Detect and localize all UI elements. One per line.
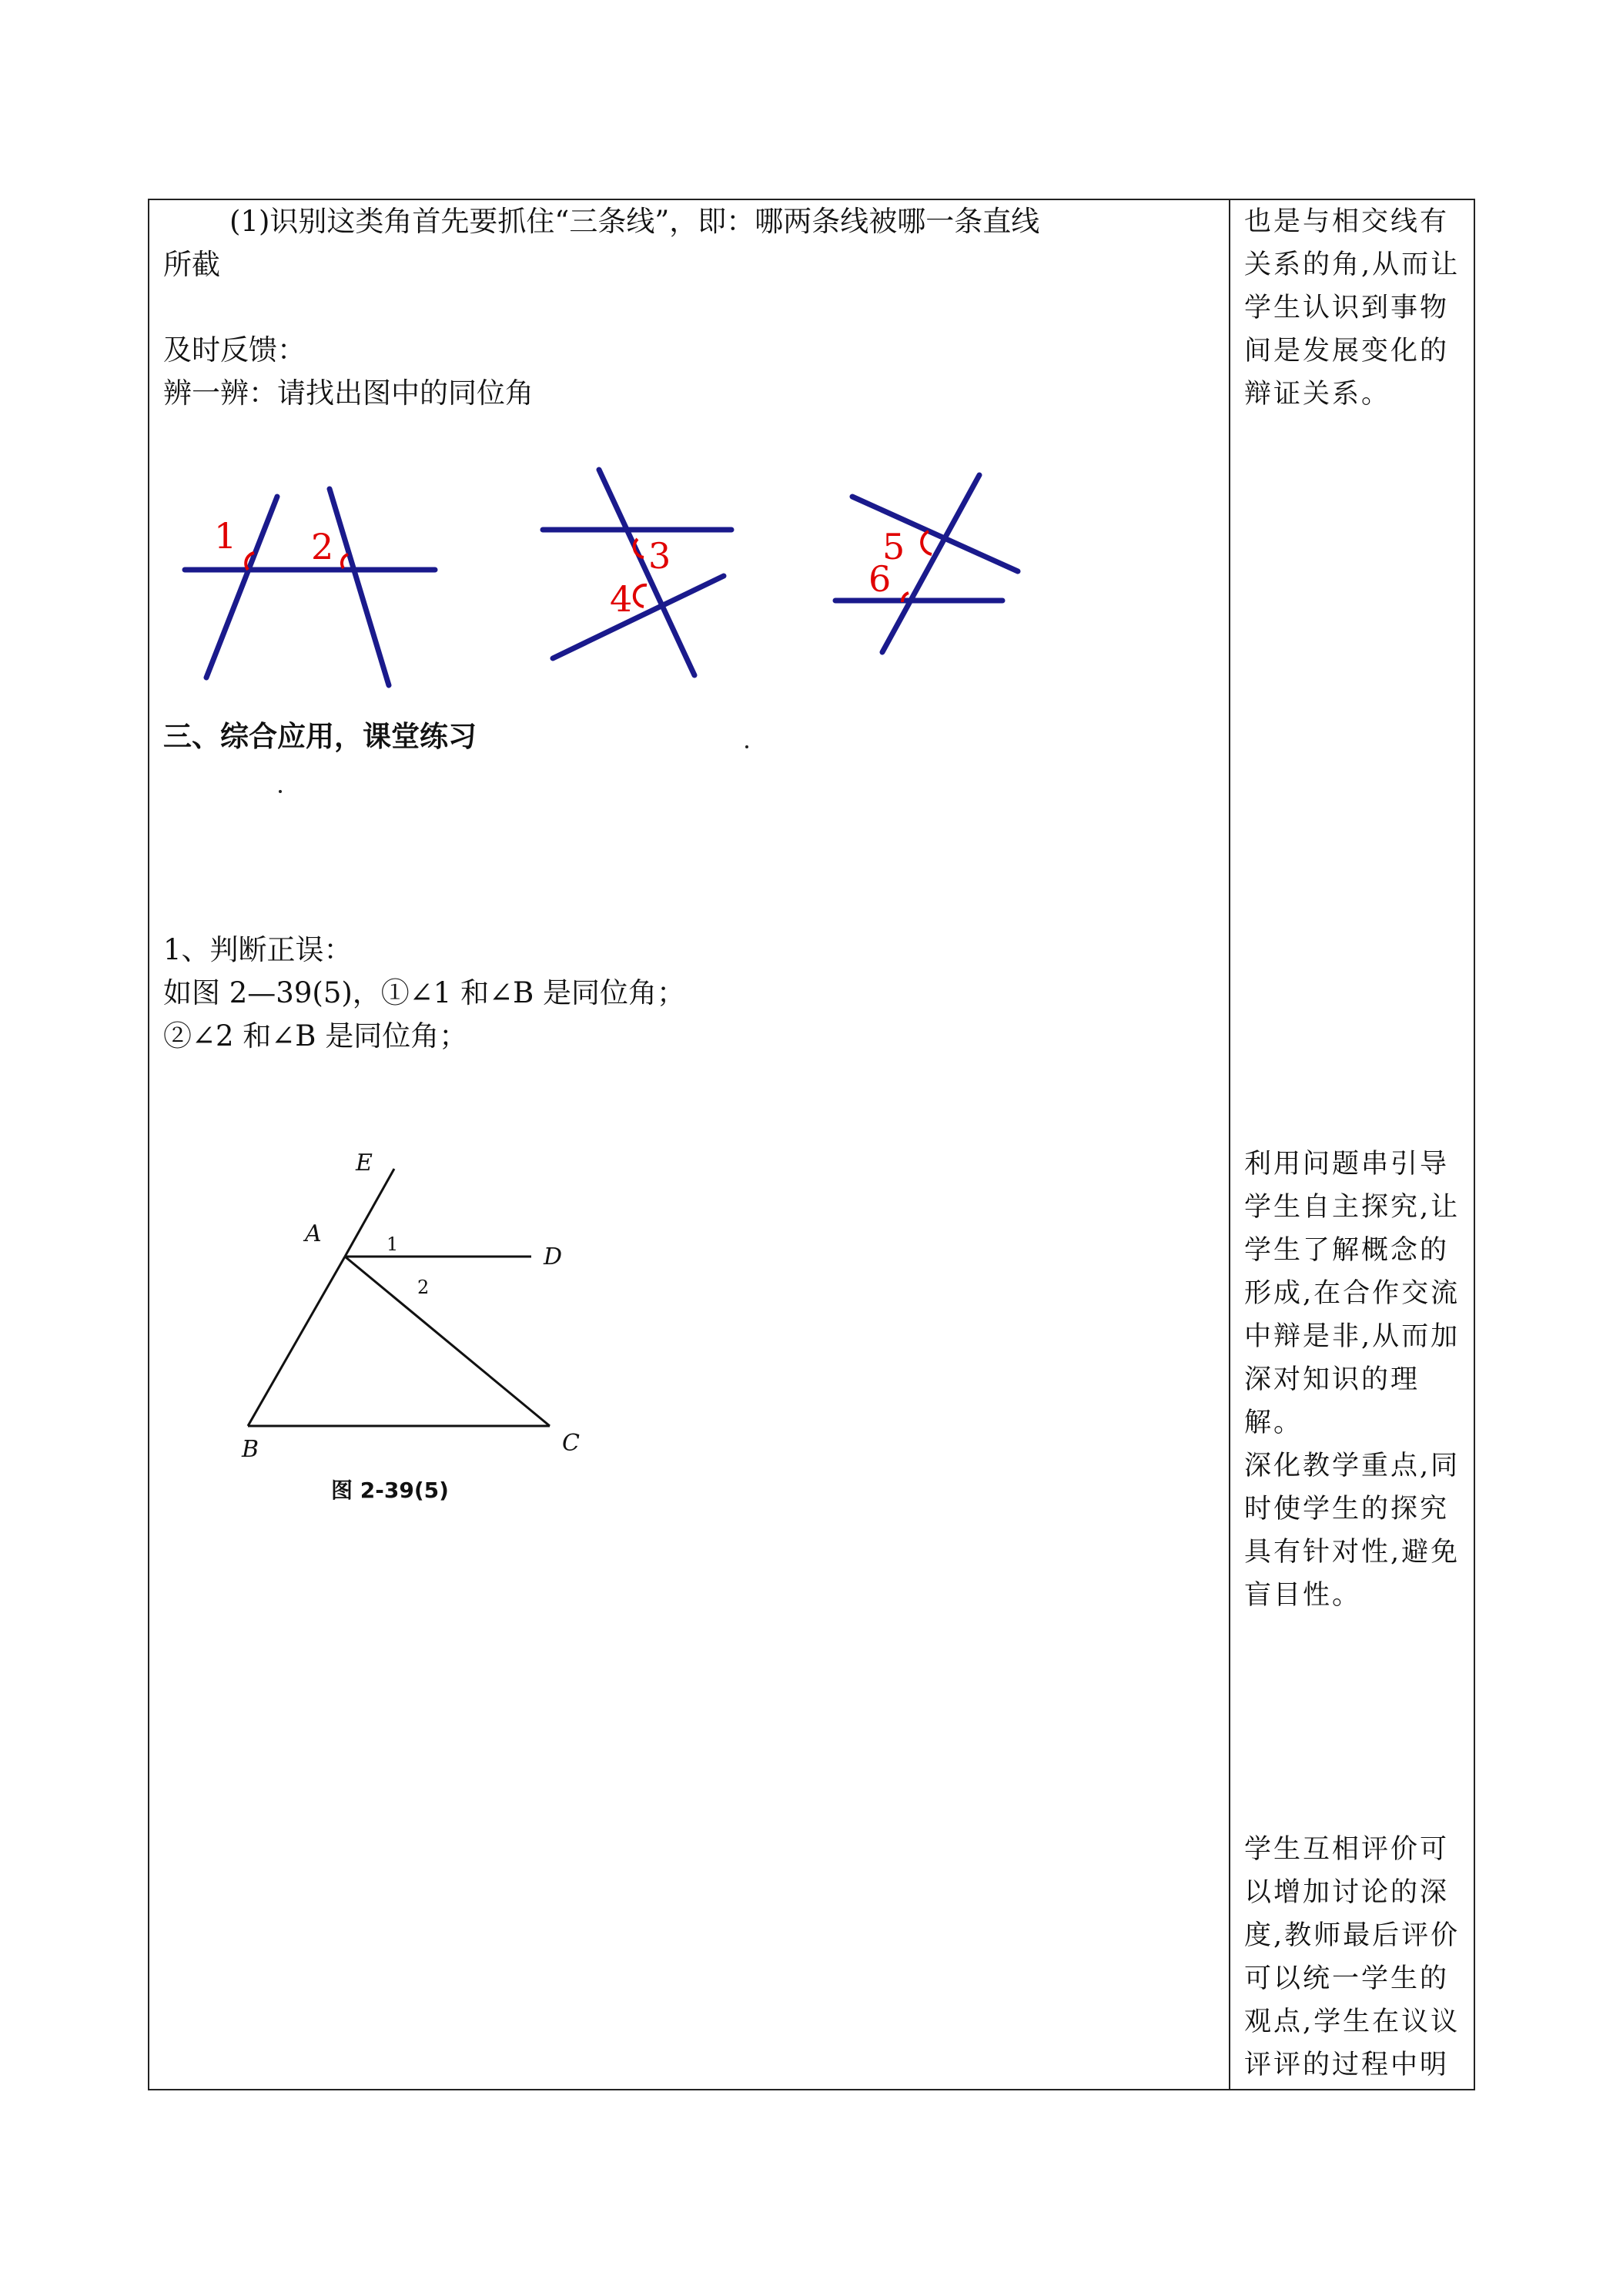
point-label-d: D bbox=[544, 1243, 563, 1270]
paragraph-1-line-2: 所截 bbox=[163, 248, 220, 281]
question-1-line-1: 如图 2—39(5)，①∠1 和∠B 是同位角； bbox=[163, 976, 686, 1009]
point-label-c: C bbox=[562, 1430, 580, 1457]
question-1-line-2: ②∠2 和∠B 是同位角； bbox=[163, 1019, 468, 1053]
sidebar-note-4: 学生互相评价可以增加讨论的深度,教师最后评价可以统一学生的观点,学生在议议评评的过程中明 bbox=[1244, 1834, 1461, 2080]
figure-caption: 图 2-39(5) bbox=[331, 1478, 449, 1503]
sidebar-note-1: 也是与相交线有关系的角,从而让学生认识到事物间是发展变化的辩证关系。 bbox=[1244, 206, 1461, 410]
feedback-title: 及时反馈： bbox=[163, 333, 306, 366]
paragraph-1-line-1: (1)识别这类角首先要抓住“三条线”，即：哪两条线被哪一条直线 bbox=[229, 205, 1040, 238]
angle-label-1: 1 bbox=[387, 1233, 399, 1255]
point-label-b: B bbox=[242, 1436, 259, 1463]
sidebar-note-3: 深化教学重点,同时使学生的探究具有针对性,避免盲目性。 bbox=[1244, 1451, 1461, 1611]
angle-label-5: 5 bbox=[882, 526, 905, 567]
point-label-e: E bbox=[356, 1150, 373, 1176]
angle-label-6: 6 bbox=[868, 558, 892, 600]
section-3-title: 三、综合应用，课堂练习 bbox=[163, 719, 477, 753]
point-label-a: A bbox=[305, 1220, 322, 1247]
angle-label-4: 4 bbox=[610, 578, 633, 620]
angle-label-1: 1 bbox=[214, 515, 237, 557]
feedback-task: 辨一辨：请找出图中的同位角 bbox=[163, 377, 534, 410]
sidebar-note-2: 利用问题串引导学生自主探究,让学生了解概念的形成,在合作交流中辩是非,从而加深对知识的理解。 bbox=[1244, 1149, 1461, 1438]
question-1-title: 1、判断正误： bbox=[163, 933, 353, 966]
angle-label-2: 2 bbox=[311, 526, 334, 567]
angle-label-3: 3 bbox=[648, 535, 671, 577]
angle-label-2: 2 bbox=[417, 1277, 430, 1298]
